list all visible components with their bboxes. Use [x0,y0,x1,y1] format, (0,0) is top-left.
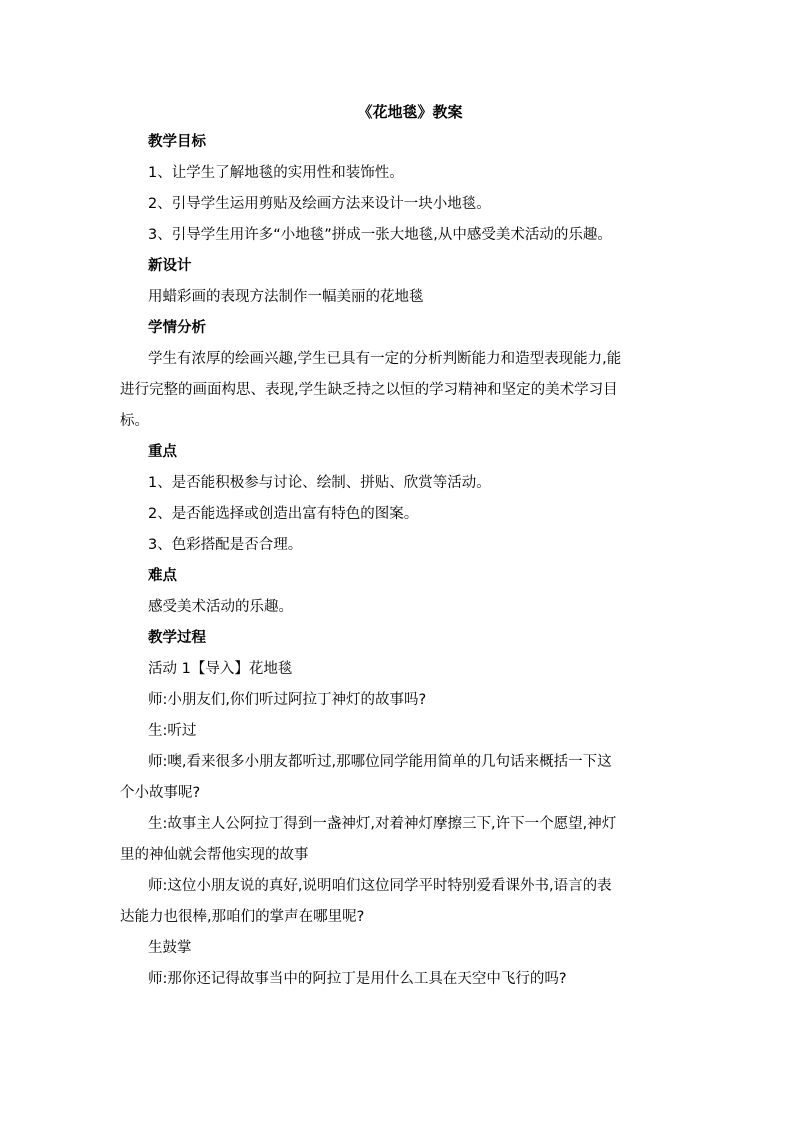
heading-key-points: 重点 [148,444,177,460]
analysis-line-2: 进行完整的画面构思、表现,学生缺乏持之以恒的学习精神和坚定的美术学习目 [120,382,618,398]
dialogue-4-line-1: 生:故事主人公阿拉丁得到一盏神灯,对着神灯摩擦三下,许下一个愿望,神灯 [148,816,617,832]
dialogue-6: 生鼓掌 [148,940,192,956]
dialogue-5-line-2: 达能力也很棒,那咱们的掌声在哪里呢? [120,909,365,925]
dialogue-3-line-1: 师:噢,看来很多小朋友都听过,那哪位同学能用简单的几句话来概括一下这 [148,754,612,770]
document-body [120,97,680,995]
heading-learning-analysis: 学情分析 [148,320,206,336]
activity-title: 活动 1【导入】花地毯 [148,661,293,677]
goal-item-3: 3、引导学生用许多“小地毯”拼成一张大地毯,从中感受美术活动的乐趣。 [148,227,612,243]
design-text: 用蜡彩画的表现方法制作一幅美丽的花地毯 [148,289,424,305]
heading-new-design: 新设计 [148,258,192,274]
difficulty-text: 感受美术活动的乐趣。 [148,599,293,615]
key-point-3: 3、色彩搭配是否合理。 [148,537,303,553]
goal-item-2: 2、引导学生运用剪贴及绘画方法来设计一块小地毯。 [148,196,491,212]
key-point-2: 2、是否能选择或创造出富有特色的图案。 [148,506,419,522]
heading-difficulty: 难点 [148,568,177,584]
dialogue-7: 师:那你还记得故事当中的阿拉丁是用什么工具在天空中飞行的吗? [148,971,567,987]
document-title: 《花地毯》教案 [357,103,463,121]
dialogue-3-line-2: 个小故事呢? [120,785,201,801]
dialogue-1: 师:小朋友们,你们听过阿拉丁神灯的故事吗? [148,692,427,708]
heading-teaching-process: 教学过程 [148,630,206,646]
analysis-line-1: 学生有浓厚的绘画兴趣,学生已具有一定的分析判断能力和造型表现能力,能 [148,351,622,367]
goal-item-1: 1、让学生了解地毯的实用性和装饰性。 [148,165,404,181]
dialogue-5-line-1: 师:这位小朋友说的真好,说明咱们这位同学平时特别爱看课外书,语言的表 [148,878,612,894]
dialogue-2: 生:听过 [148,723,197,739]
dialogue-4-line-2: 里的神仙就会帮他实现的故事 [120,847,309,863]
analysis-line-3: 标。 [120,413,149,429]
heading-teaching-goals: 教学目标 [148,134,206,150]
key-point-1: 1、是否能积极参与讨论、绘制、拼贴、欣赏等活动。 [148,475,491,491]
